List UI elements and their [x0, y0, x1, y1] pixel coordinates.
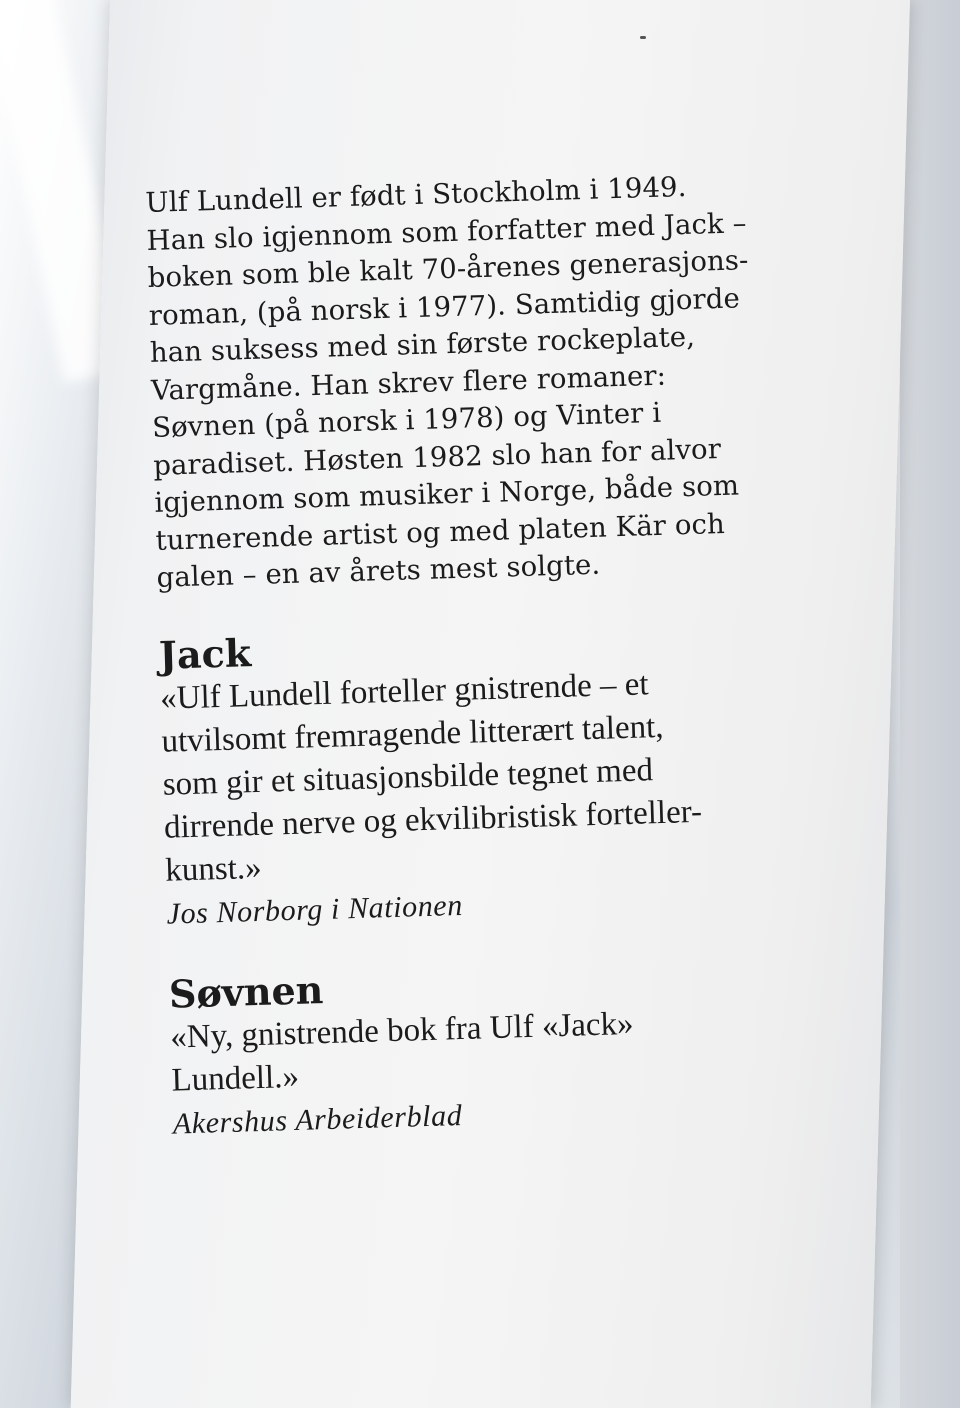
review-jack — [158, 614, 807, 936]
review-title: Søvnen — [168, 966, 324, 1017]
review-quote-line: dirrende nerve og ekvilibristisk forteller- — [163, 793, 703, 846]
review-title: Jack — [158, 629, 252, 678]
author-bio — [145, 166, 797, 597]
bio-line: galen – en av årets mest solgte. — [156, 548, 601, 594]
review-source: Akershus Arbeiderblad — [172, 1098, 463, 1141]
review-quote-line: Lundell.» — [171, 1058, 300, 1099]
review-quote-line: «Ulf Lundell forteller gnistrende – et — [159, 665, 649, 717]
bio-line: paradiset. Høsten 1982 slo han for alvor — [152, 432, 722, 482]
review-sovnen — [168, 953, 813, 1146]
bio-line: Søvnen (på norsk i 1978) og Vinter i — [151, 396, 662, 444]
bio-line: boken som ble kalt 70-årenes generasjons- — [147, 244, 749, 294]
bio-line: han suksess med sin første rockeplate, — [149, 320, 696, 369]
bio-line: Ulf Lundell er født i Stockholm i 1949. — [145, 170, 687, 219]
bio-line: turnerende artist og med platen Kär och — [155, 507, 726, 557]
bio-line: roman, (på norsk i 1977). Samtidig gjorde — [148, 281, 741, 332]
bio-line: Han slo igjennom som forfatter med Jack – — [146, 206, 747, 257]
review-quote-line: kunst.» — [164, 849, 263, 889]
flap-text — [145, 166, 813, 1146]
bio-line: igjennom som musiker i Norge, både som — [153, 469, 740, 519]
review-quote-line: utvilsomt fremragende litterært talent, — [160, 708, 665, 760]
review-quote-line: «Ny, gnistrende bok fra Ulf «Jack» — [169, 1005, 635, 1056]
review-quote-line: som gir et situasjonsbilde tegnet med — [162, 751, 654, 803]
dust-speck — [640, 36, 646, 39]
cover-edge — [900, 0, 960, 1408]
bio-line: Vargmåne. Han skrev flere romaner: — [150, 359, 667, 407]
review-source: Jos Norborg i Nationen — [166, 888, 464, 931]
